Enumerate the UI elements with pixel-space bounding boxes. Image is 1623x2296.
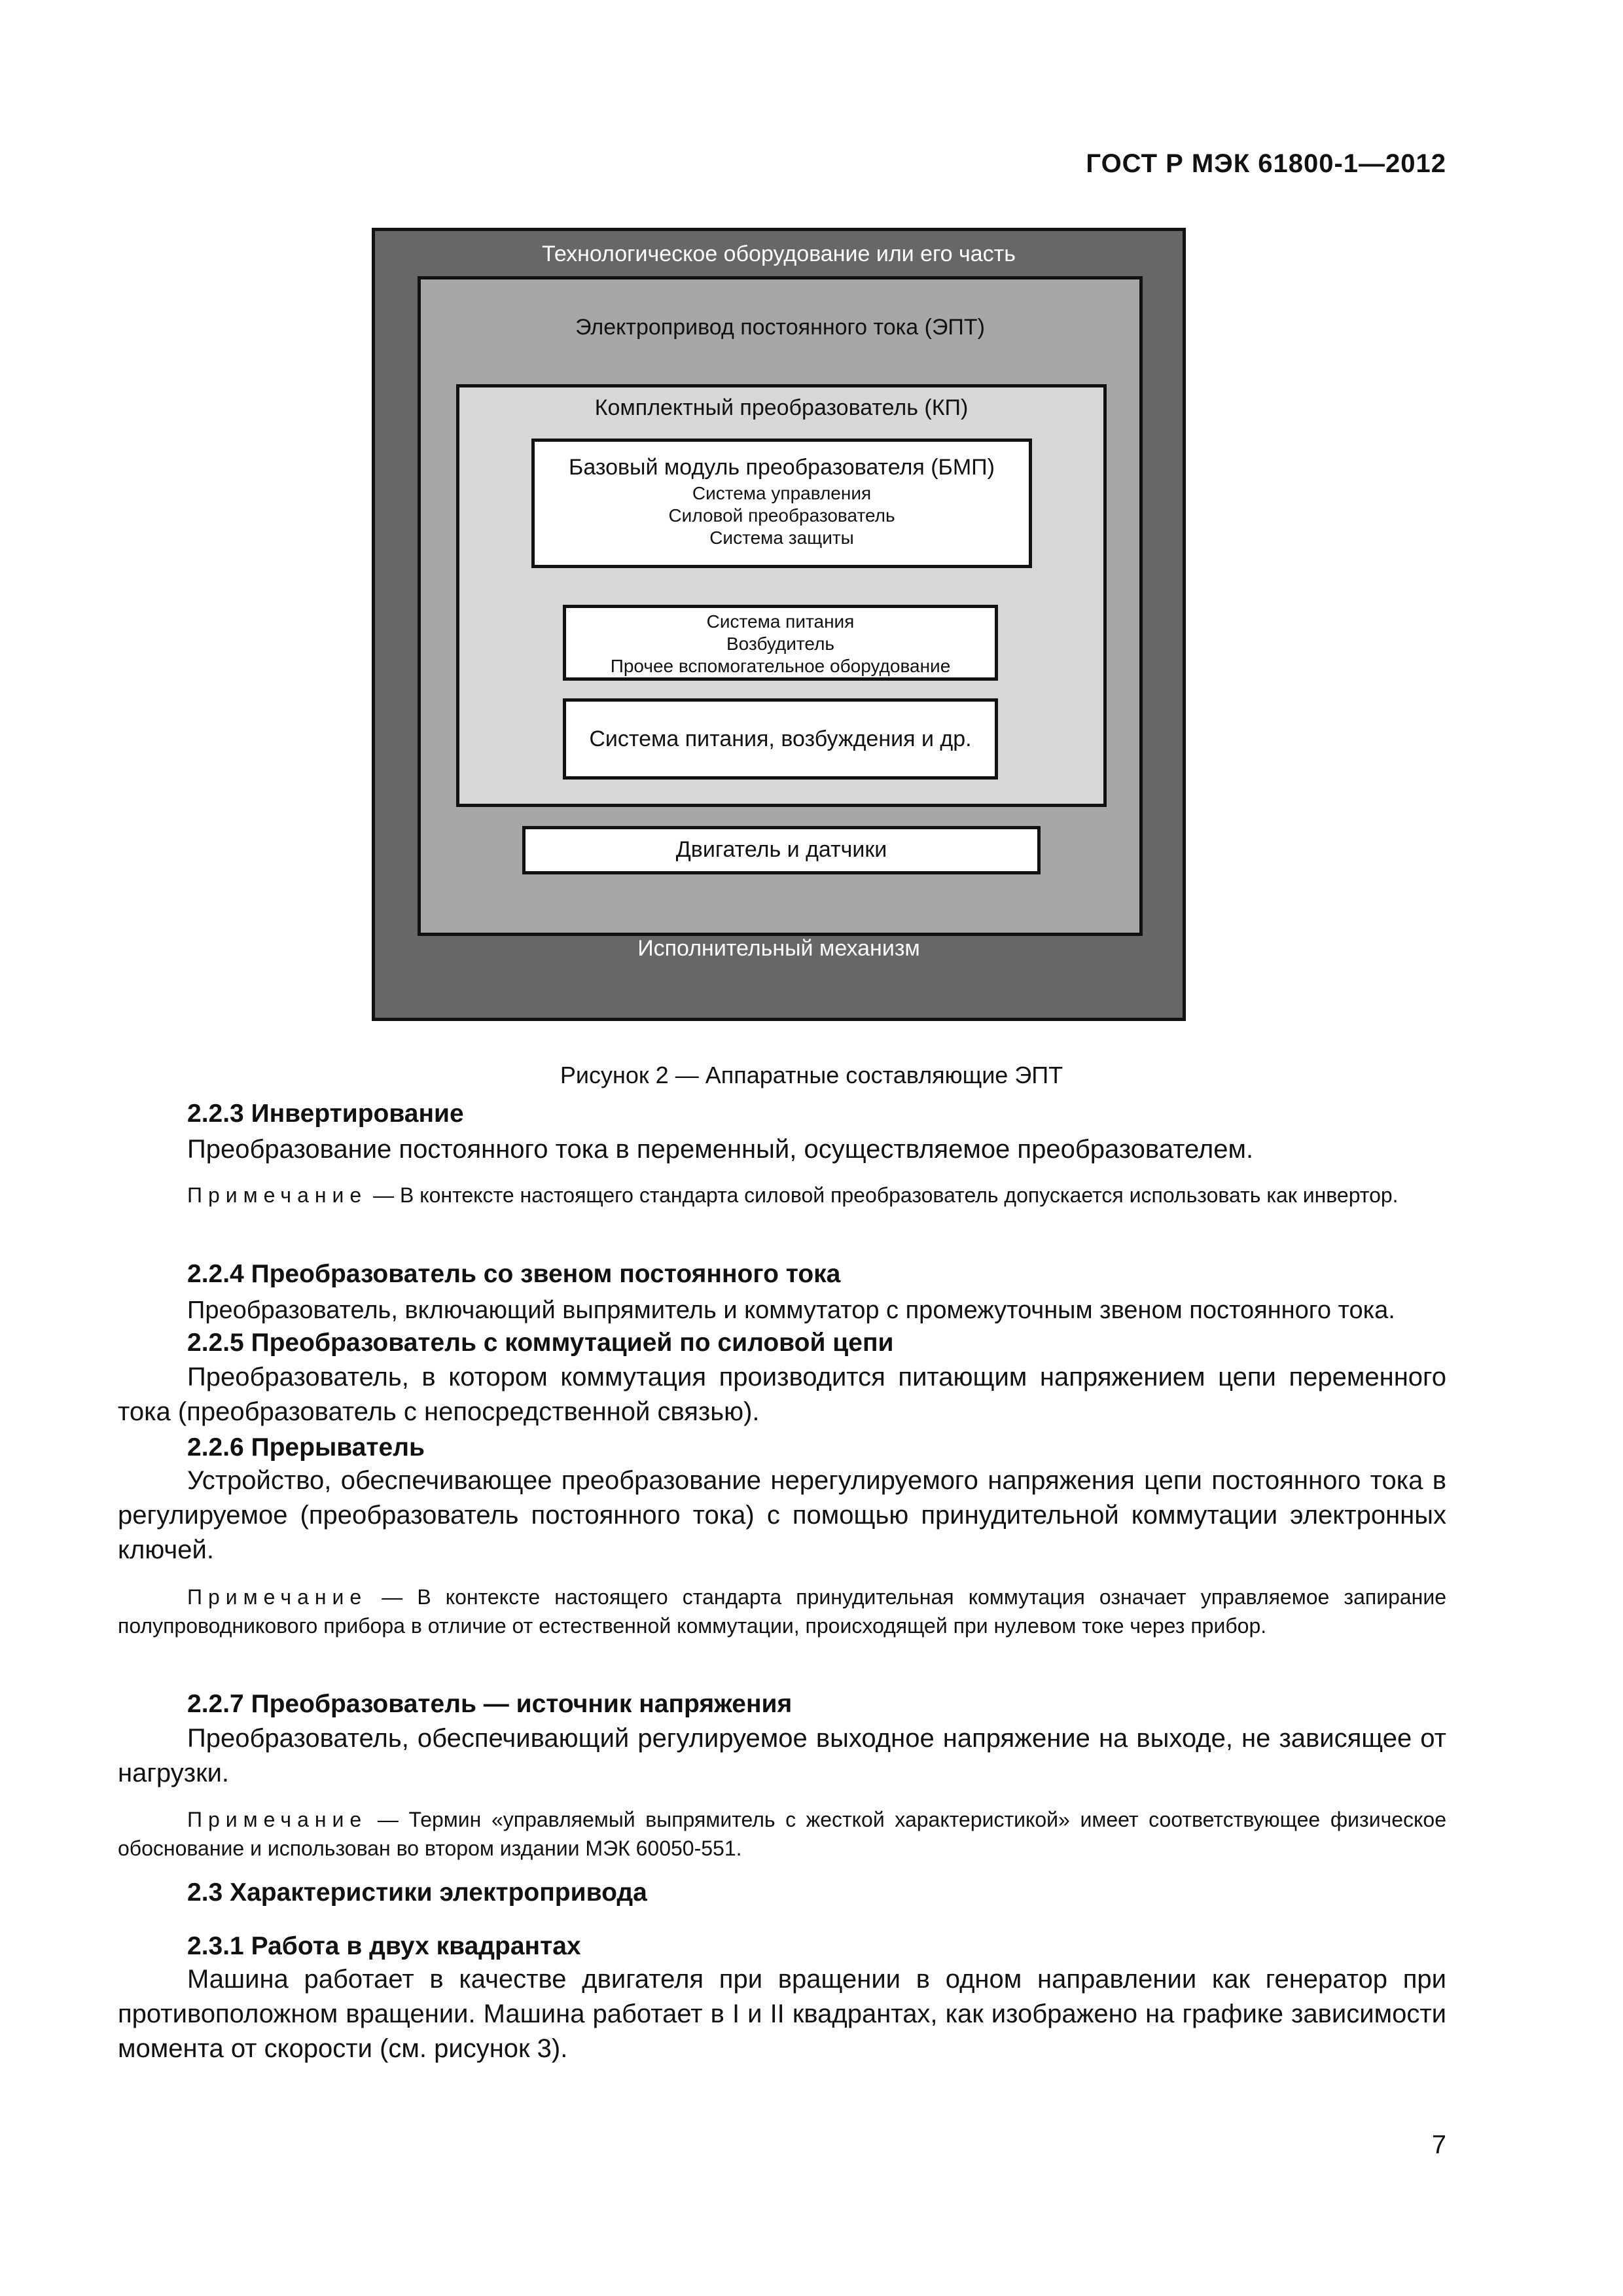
page-number: 7 [1431, 2130, 1446, 2159]
figure-ept-label: Электропривод постоянного тока (ЭПТ) [575, 315, 985, 340]
figure-bmp-box [531, 439, 1032, 568]
section-heading-2-2-4: 2.2.4 Преобразователь со звеном постоянного тока [187, 1260, 841, 1288]
section-note-2-2-6 [118, 1583, 1446, 1640]
figure-aux-item: Система питания [706, 611, 855, 632]
section-heading-2-2-6: 2.2.6 Прерыватель [187, 1433, 425, 1462]
section-heading-2-3-1: 2.3.1 Работа в двух квадрантах [187, 1932, 581, 1960]
document-id-header: ГОСТ Р МЭК 61800-1—2012 [1086, 149, 1446, 178]
figure-bmp-item: Система защиты [709, 528, 854, 548]
note-text: — Термин «управляемый выпрямитель с жесткой характеристикой» имеет соответствующее физическое обоснование и использован во втором издании МЭК 60050-551. [118, 1808, 1446, 1860]
section-text-2-2-3: Преобразование постоянного тока в переменный, осуществляемое преобразователем. [187, 1135, 1254, 1164]
section-text-2-2-6: Устройство, обеспечивающее преобразование нерегулируемого напряжения цепи постоянного тока в регулируемое (преобразователь постоянного тока) с помощью принудительной коммутации электронных ключей. [118, 1466, 1446, 1564]
figure-outer-bottom-label: Исполнительный механизм [637, 936, 920, 961]
figure-aux-item: Возбудитель [726, 634, 834, 654]
note-label: Примечание [187, 1808, 368, 1831]
figure-bmp-item: Силовой преобразователь [668, 505, 895, 526]
figure-aux-item: Прочее вспомогательное оборудование [610, 656, 951, 676]
section-heading-2-2-3: 2.2.3 Инвертирование [187, 1100, 464, 1128]
figure-outer-top-label: Технологическое оборудование или его часть [542, 242, 1016, 266]
figure-aux-box [563, 605, 998, 681]
note-text: — В контексте настоящего стандарта силовой преобразователь допускается использовать как инвертор. [367, 1183, 1399, 1207]
figure-bmp-title: Базовый модуль преобразователя (БМП) [569, 455, 995, 480]
section-text-2-2-7: Преобразователь, обеспечивающий регулируемое выходное напряжение на выходе, не зависящее от нагрузки. [118, 1724, 1446, 1787]
section-text-2-2-4: Преобразователь, включающий выпрямитель и коммутатор с промежуточным звеном постоянного тока. [187, 1297, 1395, 1324]
section-text-2-2-5: Преобразователь, в котором коммутация производится питающим напряжением цепи переменного тока (преобразователь с непосредственной связью). [118, 1363, 1446, 1426]
figure-supply-box [563, 698, 998, 780]
figure-supply-label: Система питания, возбуждения и др. [589, 726, 972, 751]
figure-kp-label: Комплектный преобразователь (КП) [594, 395, 969, 420]
section-heading-2-2-7: 2.2.7 Преобразователь — источник напряжения [187, 1690, 793, 1718]
section-text-2-3-1: Машина работает в качестве двигателя при вращении в одном направлении как генератор при противоположном вращении. Машина работает в I и II квадрантах, как изображено на графике зависимости момента от скорости (см. рисунок 3). [118, 1965, 1446, 2063]
section-note-2-2-7 [118, 1805, 1446, 1863]
section-note-2-2-3 [118, 1181, 1446, 1210]
figure-motor-label: Двигатель и датчики [675, 837, 887, 862]
note-label: Примечание [187, 1183, 368, 1207]
figure-bmp-item: Система управления [692, 483, 872, 503]
section-heading-2-2-5: 2.2.5 Преобразователь с коммутацией по силовой цепи [187, 1329, 894, 1357]
section-heading-2-3: 2.3 Характеристики электропривода [187, 1878, 647, 1907]
figure-caption: Рисунок 2 — Аппаратные составляющие ЭПТ [560, 1062, 1063, 1088]
figure-motor-box [522, 826, 1041, 874]
note-label: Примечание [187, 1585, 368, 1609]
note-text: — В контексте настоящего стандарта принудительная коммутация означает управляемое запирание полупроводникового прибора в отличие от естественной коммутации, происходящей при нулевом токе через прибор. [118, 1585, 1446, 1638]
